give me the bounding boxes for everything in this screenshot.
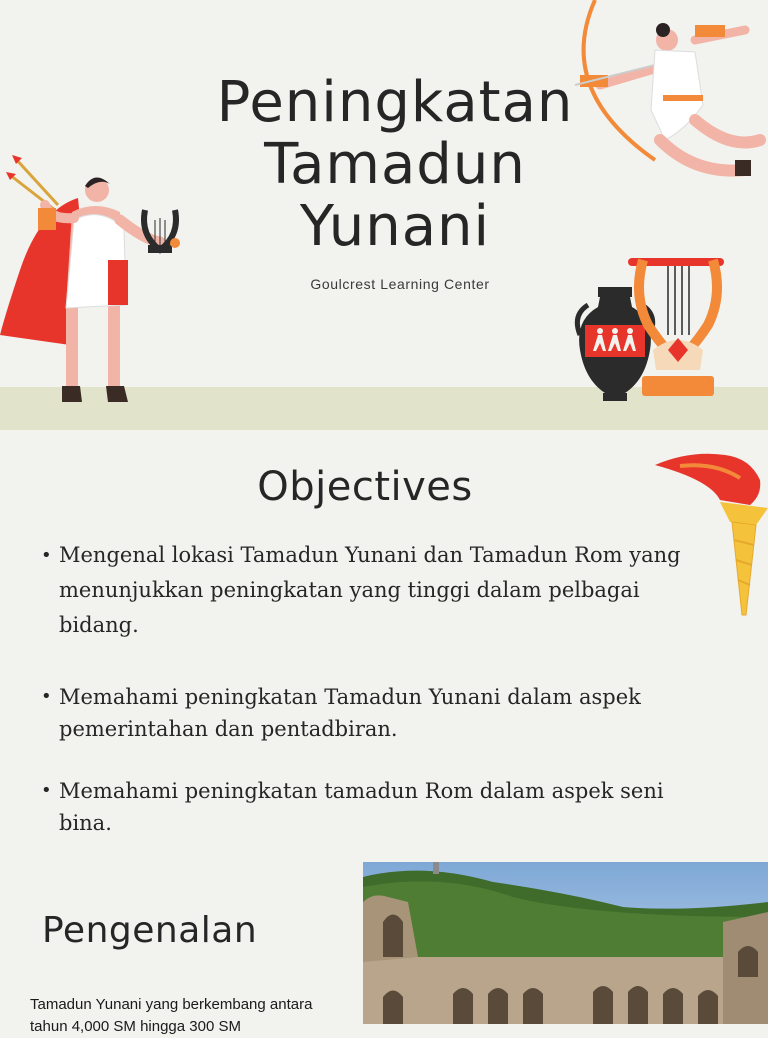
archer-illustration [555, 0, 768, 190]
objective-item: • Mengenal lokasi Tamadun Yunani dan Tamadun Rom yang menunjukkan peningkatan yang tinggi dalam pelbagai bidang. [40, 538, 720, 643]
lyre-icon [628, 250, 728, 402]
apollo-lyre-illustration [0, 150, 200, 410]
title-line: Yunani [299, 194, 491, 259]
objective-item: • Memahami peningkatan Tamadun Yunani dalam aspek pemerintahan dan pentadbiran. [40, 681, 720, 745]
odeon-ruins-photo [363, 862, 768, 1024]
intro-text: Tamadun Yunani yang berkembang antara tahun 4,000 SM hingga 300 SM [30, 996, 313, 1035]
objectives-heading: Objectives [257, 464, 473, 510]
intro-heading: Pengenalan [42, 910, 258, 951]
subtitle: Goulcrest Learning Center [310, 276, 490, 292]
objectives-list [40, 538, 720, 839]
title-line: Peningkatan [216, 70, 574, 135]
title-line: Tamadun [264, 132, 526, 197]
objective-item: • Memahami peningkatan tamadun Rom dalam aspek seni bina. [40, 775, 720, 839]
